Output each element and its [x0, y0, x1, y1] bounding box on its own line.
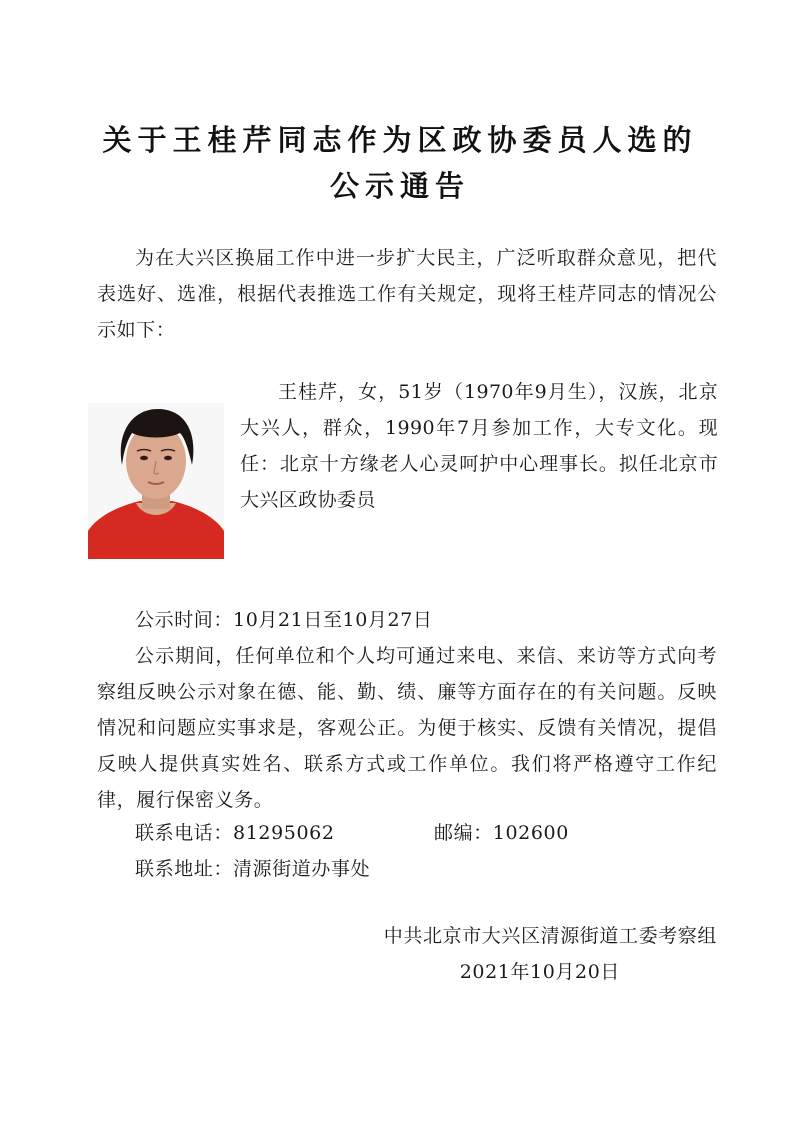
publicity-period: 公示时间：10月21日至10月27日 [135, 609, 433, 631]
portrait-illustration [88, 403, 224, 559]
candidate-photo [88, 403, 224, 559]
contact-zip: 邮编：102600 [434, 822, 569, 844]
intro-paragraph: 为在大兴区换届工作中进一步扩大民主，广泛听取群众意见，把代表选好、选准，根据代表推选工作有关规定，现将王桂芹同志的情况公示如下： [97, 247, 717, 341]
contact-address: 联系地址：清源街道办事处 [135, 858, 371, 880]
publicity-instructions: 公示期间，任何单位和个人均可通过来电、来信、来访等方式向考察组反映公示对象在德、能、勤、绩、廉等方面存在的有关问题。反映情况和问题应实事求是，客观公正。为便于核实、反馈有关情况，提倡反映人提供真实姓名、联系方式或工作单位。我们将严格遵守工作纪律，履行保密义务。 [97, 645, 717, 811]
address-row [97, 851, 717, 887]
candidate-bio: 王桂芹，女，51岁（1970年9月生），汉族，北京大兴人，群众，1990年7月参加工作，大专文化。现任：北京十方缘老人心灵呵护中心理事长。拟任北京市大兴区政协委员 [240, 381, 718, 511]
notice-title-line-1: 关于王桂芹同志作为区政协委员人选的 [102, 123, 698, 157]
contact-row [97, 815, 717, 851]
contact-phone: 联系电话：81295062 [135, 822, 335, 844]
issuing-organization: 中共北京市大兴区清源街道工委考察组 [383, 925, 717, 947]
issue-date: 2021年10月20日 [459, 961, 620, 983]
notice-title-line-2: 公示通告 [329, 169, 470, 203]
